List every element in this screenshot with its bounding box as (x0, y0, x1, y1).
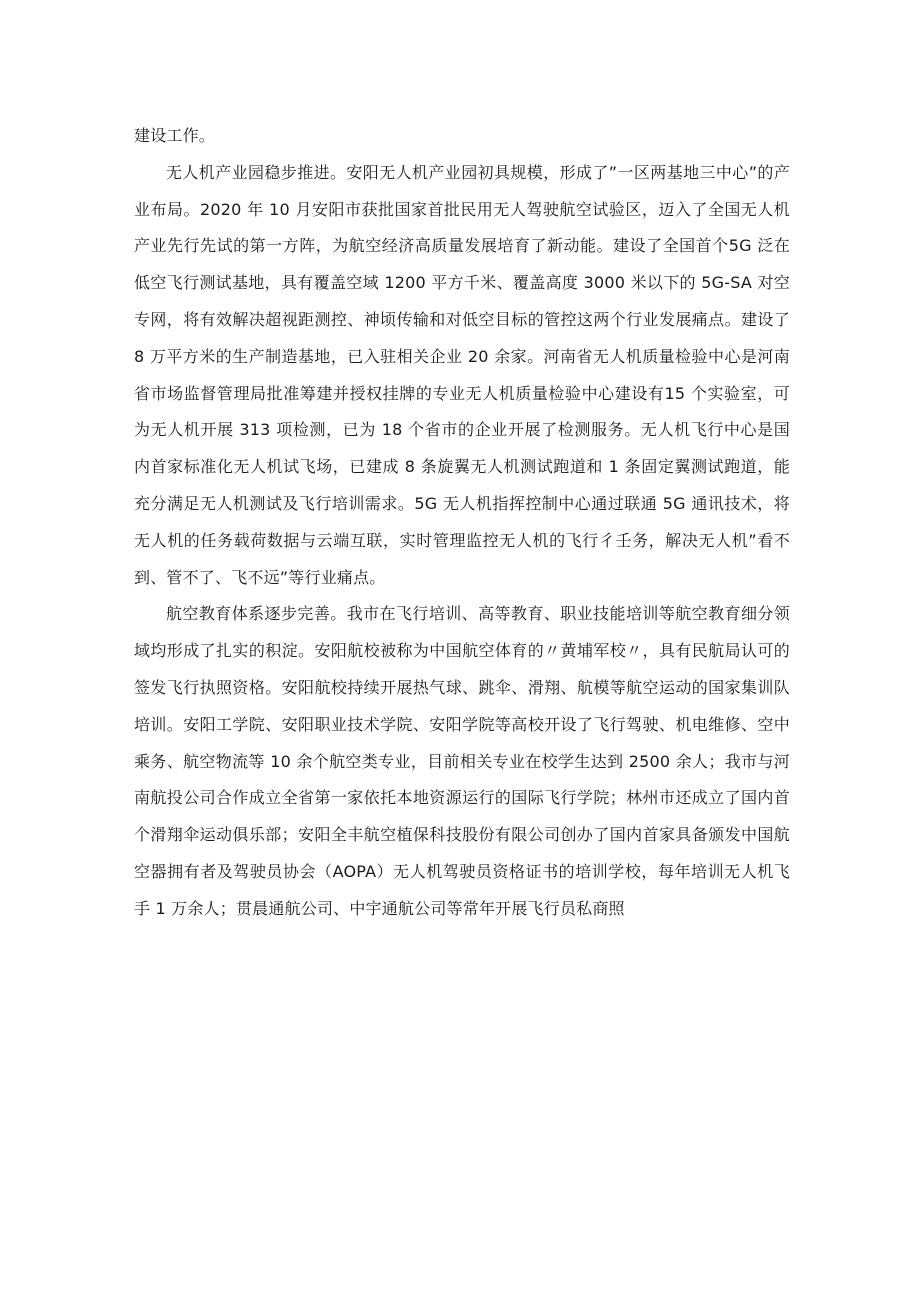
paragraph-drone-industry-park: 无人机产业园稳步推进。安阳无人机产业园初具规模，形成了”一区两基地三中心”的产业布局。2020 年 10 月安阳市获批国家首批民用无人驾驶航空试验区，迈入了全国无人机产业先行先试的第一方阵，为航空经济高质量发展培育了新动能。建设了全国首个5G 泛在低空飞行测试基地，具有覆盖空域 1200 平方千米、覆盖高度 3000 米以下的 5G-SA 对空专网，将有效解决超视距测控、神顷传输和对低空目标的管控这两个行业发展痛点。建设了 8 万平方米的生产制造基地，已入驻相关企业 20 余家。河南省无人机质量检验中心是河南省市场监督管理局批准筹建并授权挂牌的专业无人机质量检验中心建设有15 个实验室，可为无人机开展 313 项检测，已为 18 个省市的企业开展了检测服务。无人机飞行中心是国内首家标准化无人机试飞场，已建成 8 条旋翼无人机测试跑道和 1 条固定翼测试跑道，能充分满足无人机测试及飞行培训需求。5G 无人机指挥控制中心通过联通 5G 通讯技术，将无人机的任务载荷数据与云端互联，实时管理监控无人机的飞行彳壬务，解决无人机”看不到、管不了、飞不远”等行业痛点。 (134, 162, 790, 587)
paragraph-continuation: 建设工作。 (134, 126, 216, 145)
document-page (134, 118, 790, 928)
paragraph-aviation-education: 航空教育体系逐步完善。我市在飞行培训、高等教育、职业技能培训等航空教育细分领域均形成了扎实的积淀。安阳航校被称为中国航空体育的〃黄埔军校〃，具有民航局认可的签发飞行执照资格。安阳航校持续开展热气球、跳伞、滑翔、航模等航空运动的国家集训队培训。安阳工学院、安阳职业技术学院、安阳学院等高校开设了飞行驾驶、机电维修、空中乘务、航空物流等 10 余个航空类专业，目前相关专业在校学生达到 2500 余人；我市与河南航投公司合作成立全省第一家依托本地资源运行的国际飞行学院；林州市还成立了国内首个滑翔伞运动俱乐部；安阳全丰航空植保科技股份有限公司创办了国内首家具备颁发中国航空器拥有者及驾驶员协会（AOPA）无人机驾驶员资格证书的培训学校，每年培训无人机飞手 1 万余人；贯晨通航公司、中宇通航公司等常年开展飞行员私商照 (134, 604, 790, 918)
